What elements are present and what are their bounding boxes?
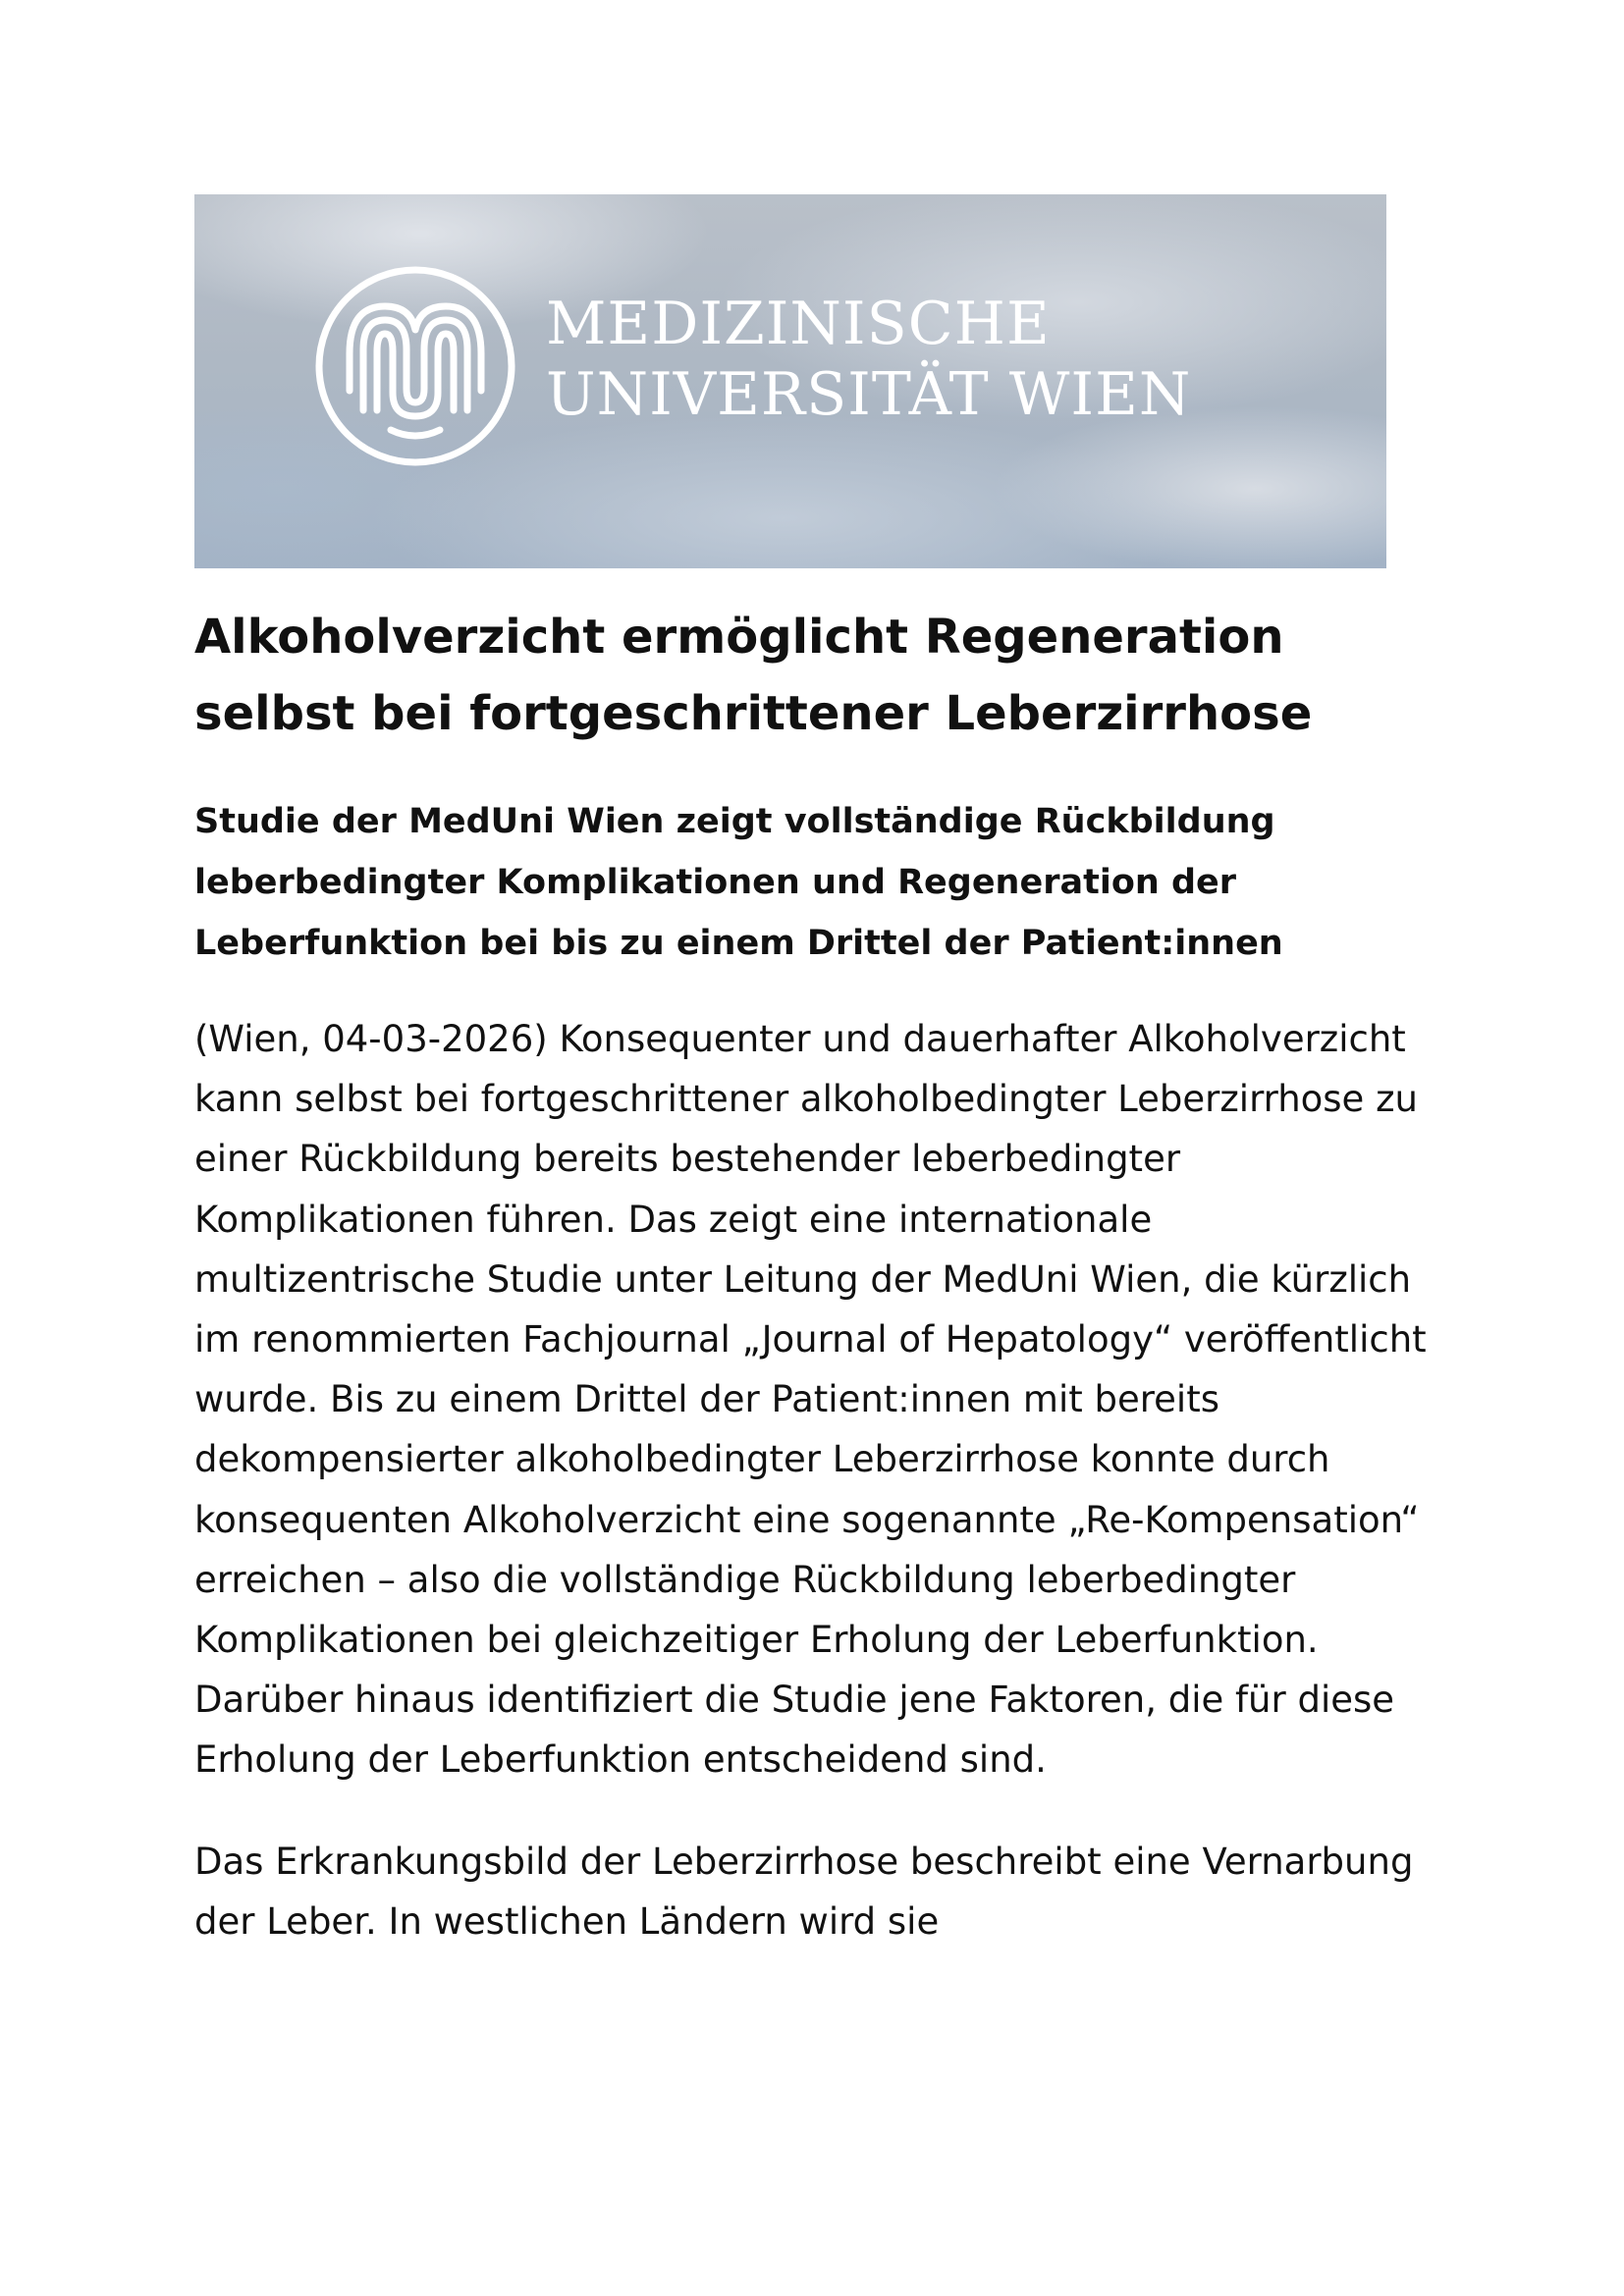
logo-line-2: UNIVERSITÄT WIEN [546,360,1192,429]
logo-line-1: MEDIZINISCHE [546,290,1051,358]
article-paragraph-2: Das Erkrankungsbild der Leberzirrhose beschreibt eine Vernarbung der Leber. In westlichen Ländern wird sie [194,1840,1414,1943]
article-content [194,599,1432,1951]
article-subtitle: Studie der MedUni Wien zeigt vollständige Rückbildung leberbedingter Komplikationen und Regeneration der Leberfunktion bei bis zu einem Drittel der Patient:innen [194,802,1283,963]
meduni-wien-logo-icon [312,263,518,469]
article-title: Alkoholverzicht ermöglicht Regeneration selbst bei fortgeschrittener Leberzirrhose [194,610,1313,741]
article-paragraph-1: (Wien, 04-03-2026) Konsequenter und dauerhafter Alkoholverzicht kann selbst bei fortgeschrittener alkoholbedingter Leberzirrhose zu einer Rückbildung bereits bestehender leberbedingter Komplikationen führen. Das zeigt eine internationale multizentrische Studie unter Leitung der MedUni Wien, die kürzlich im renommierten Fachjournal „Journal of Hepatology“ veröffentlicht wurde. Bis zu einem Drittel der Patient:innen mit bereits dekompensierter alkoholbedingter Leberzirrhose konnte durch konsequenten Alkoholverzicht eine sogenannte „Re-Kompensation“ erreichen – also die vollständige Rückbildung leberbedingter Komplikationen bei gleichzeitiger Erholung der Leberfunktion. Darüber hinaus identifiziert die Studie jene Faktoren, die für diese Erholung der Leberfunktion entscheidend sind. [194,1018,1427,1782]
logo-wordmark [546,289,1191,430]
header-banner [194,194,1386,568]
